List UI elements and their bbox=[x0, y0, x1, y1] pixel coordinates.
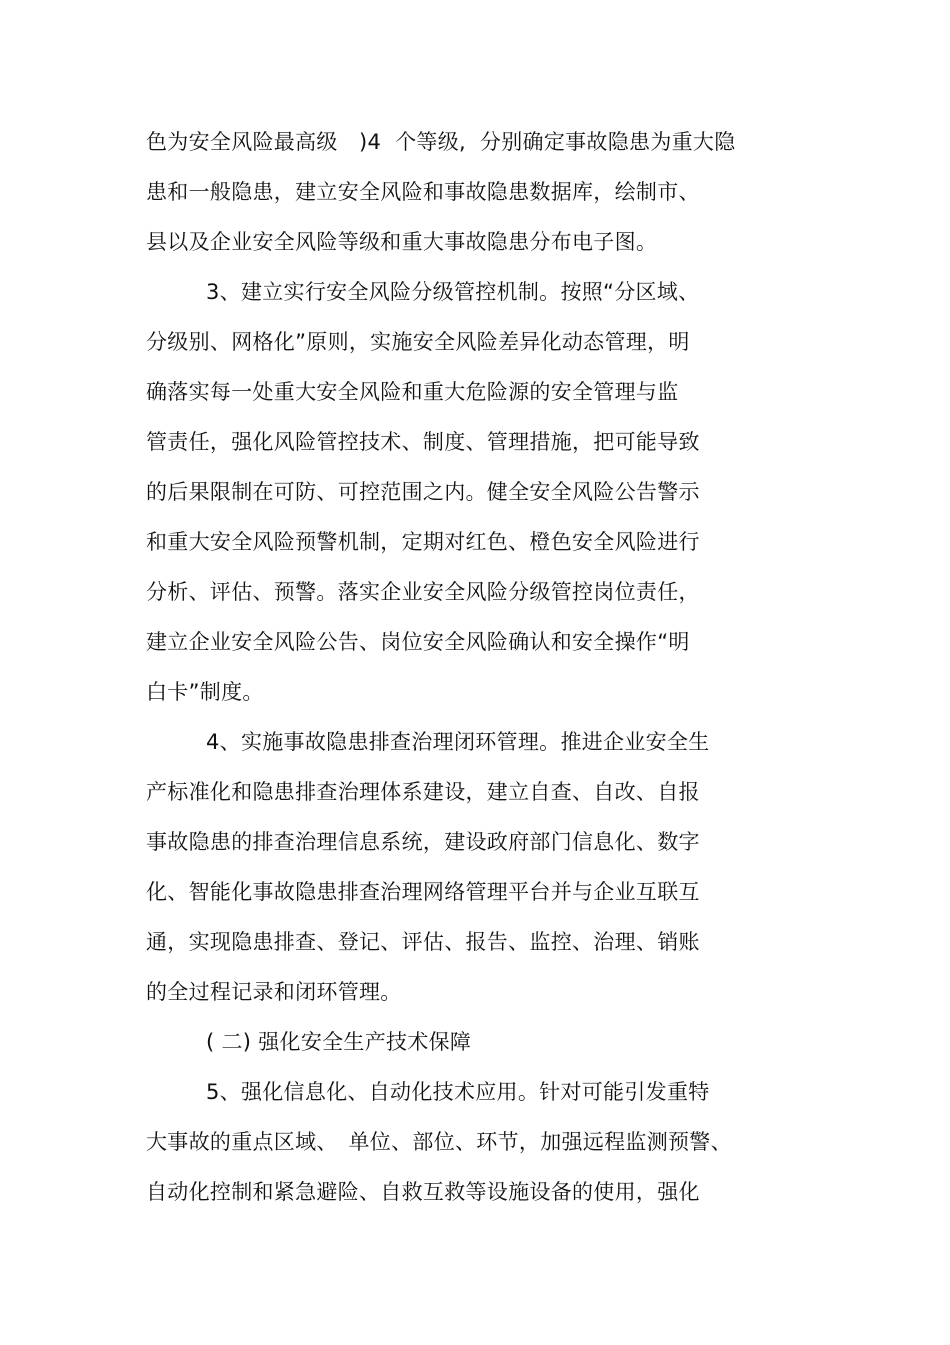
text-line: 管责任，强化风险管控技术、制度、管理措施，把可能导致 bbox=[146, 430, 700, 454]
text-line: 3、建立实行安全风险分级管控机制。按照“分区域、 bbox=[206, 280, 700, 304]
text-line: 的全过程记录和闭环管理。 bbox=[146, 980, 402, 1004]
text-line: 县以及企业安全风险等级和重大事故隐患分布电子图。 bbox=[146, 230, 658, 254]
text-line: 化、智能化事故隐患排查治理网络管理平台并与企业互联互 bbox=[146, 880, 700, 904]
text-line: 和重大安全风险预警机制，定期对红色、橙色安全风险进行 bbox=[146, 530, 700, 554]
text-line: 确落实每一处重大安全风险和重大危险源的安全管理与监 bbox=[146, 380, 679, 404]
text-line: 的后果限制在可防、可控范围之内。健全安全风险公告警示 bbox=[146, 480, 700, 504]
text-line: 大事故的重点区域、 单位、部位、环节，加强远程监测预警、 bbox=[146, 1130, 732, 1154]
text-line: 白卡”制度。 bbox=[146, 680, 264, 704]
text-line: 分析、评估、预警。落实企业安全风险分级管控岗位责任， bbox=[146, 580, 700, 604]
text-line: 5、强化信息化、自动化技术应用。针对可能引发重特 bbox=[206, 1080, 710, 1104]
text-line: 患和一般隐患，建立安全风险和事故隐患数据库，绘制市、 bbox=[146, 180, 700, 204]
text-line: 色为安全风险最高级 )4 个等级, 分别确定事故隐患为重大隐 bbox=[146, 130, 736, 154]
text-line: 事故隐患的排查治理信息系统，建设政府部门信息化、数字 bbox=[146, 830, 700, 854]
section-heading: ( 二) 强化安全生产技术保障 bbox=[206, 1030, 472, 1054]
text-line: 通，实现隐患排查、登记、评估、报告、监控、治理、销账 bbox=[146, 930, 700, 954]
text-line: 4、实施事故隐患排查治理闭环管理。推进企业安全生 bbox=[206, 730, 710, 754]
text-line: 分级别、网格化”原则，实施安全风险差异化动态管理，明 bbox=[146, 330, 690, 354]
text-line: 自动化控制和紧急避险、自救互救等设施设备的使用，强化 bbox=[146, 1180, 700, 1204]
text-line: 建立企业安全风险公告、岗位安全风险确认和安全操作“明 bbox=[146, 630, 690, 654]
text-line: 产标准化和隐患排查治理体系建设，建立自查、自改、自报 bbox=[146, 780, 700, 804]
